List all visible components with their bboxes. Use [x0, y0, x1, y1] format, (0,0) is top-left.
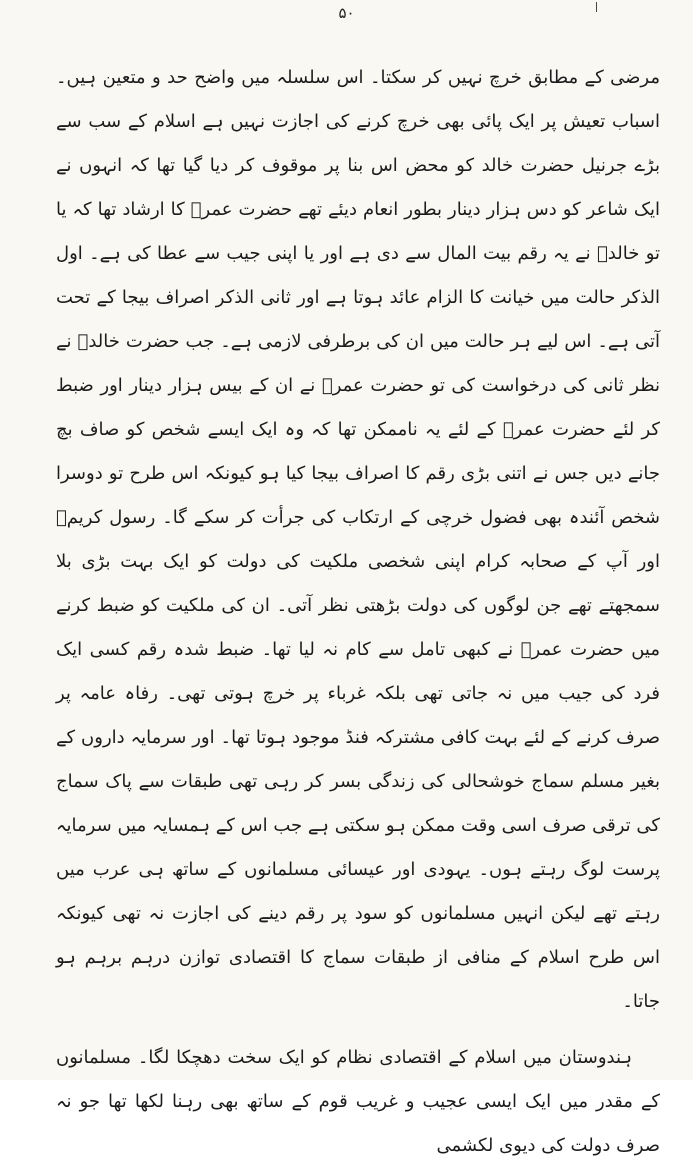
paragraph-1: مرضی کے مطابق خرچ نہیں کر سکتا۔ اس سلسلہ میں واضح حد و متعین ہیں۔ اسباب تعیش پر ایک پائی بھی خرچ کرنے کی اجازت نہیں ہے اسلام کے سب سے بڑے جرنیل حضرت خالد کو محض اس بنا پر موقوف کر دیا گیا تھا کہ انہوں نے ایک شاعر کو دس ہزار دینار بطور انعام دیئے تھے حضرت عمرؓ کا ارشاد تھا کہ یا تو خالدؓ نے یہ رقم بیت المال سے دی ہے اور یا اپنی جیب سے عطا کی ہے۔ اول الذکر حالت میں خیانت کا الزام عائد ہوتا ہے اور ثانی الذکر اصراف بیجا کے تحت آتی ہے۔ اس لیے ہر حالت میں ان کی برطرفی لازمی ہے۔ جب حضرت خالدؓ نے نظر ثانی کی درخواست کی تو حضرت عمرؓ نے ان کے بیس ہزار دینار اور ضبط کر لئے حضرت عمرؓ کے لئے یہ ناممکن تھا کہ وہ ایک ایسے شخص کو صاف بچ جانے دیں جس نے اتنی بڑی رقم کا اصراف بیجا کیا ہو کیونکہ اس طرح تو دوسرا شخص آئندہ بھی فضول خرچی کے ارتکاب کی جرأت کر سکے گا۔ رسول کریمؐ اور آپ کے صحابہ کرام اپنی شخصی ملکیت کی دولت کو ایک بہت بڑی بلا سمجھتے تھے جن لوگوں کی دولت بڑھتی نظر آتی۔ ان کی ملکیت کو ضبط کرنے میں حضرت عمرؓ نے کبھی تامل سے کام نہ لیا تھا۔ ضبط شدہ رقم کسی ایک فرد کی جیب میں نہ جاتی تھی بلکہ غرباء پر خرچ ہوتی تھی۔ رفاہ عامہ پر صرف کرنے کے لئے بہت کافی مشترکہ فنڈ موجود ہوتا تھا۔ اور سرمایہ داروں کے بغیر مسلم سماج خوشحالی کی زندگی بسر کر رہی تھی طبقات سے پاک سماج کی ترقی صرف اسی وقت ممکن ہو سکتی ہے جب اس کے ہمسایہ میں سرمایہ پرست لوگ رہتے ہوں۔ یہودی اور عیسائی مسلمانوں کے ساتھ ہی عرب میں رہتے تھے لیکن انہیں مسلمانوں کو سود پر رقم دینے کی اجازت نہ تھی کیونکہ اس طرح اسلام کے منافی از طبقات سماج کا اقتصادی توازن درہم برہم ہو جاتا۔	[56, 67, 660, 1012]
page-body	[56, 56, 660, 1168]
paragraph-2: ہندوستان میں اسلام کے اقتصادی نظام کو ایک سخت دھچکا لگا۔ مسلمانوں کے مقدر میں ایک ایسی عجیب و غریب قوم کے ساتھ بھی رہنا لکھا تھا جو نہ صرف دولت کی دیوی لکشمی	[56, 1047, 660, 1156]
page-number: ۵۰	[338, 4, 355, 22]
